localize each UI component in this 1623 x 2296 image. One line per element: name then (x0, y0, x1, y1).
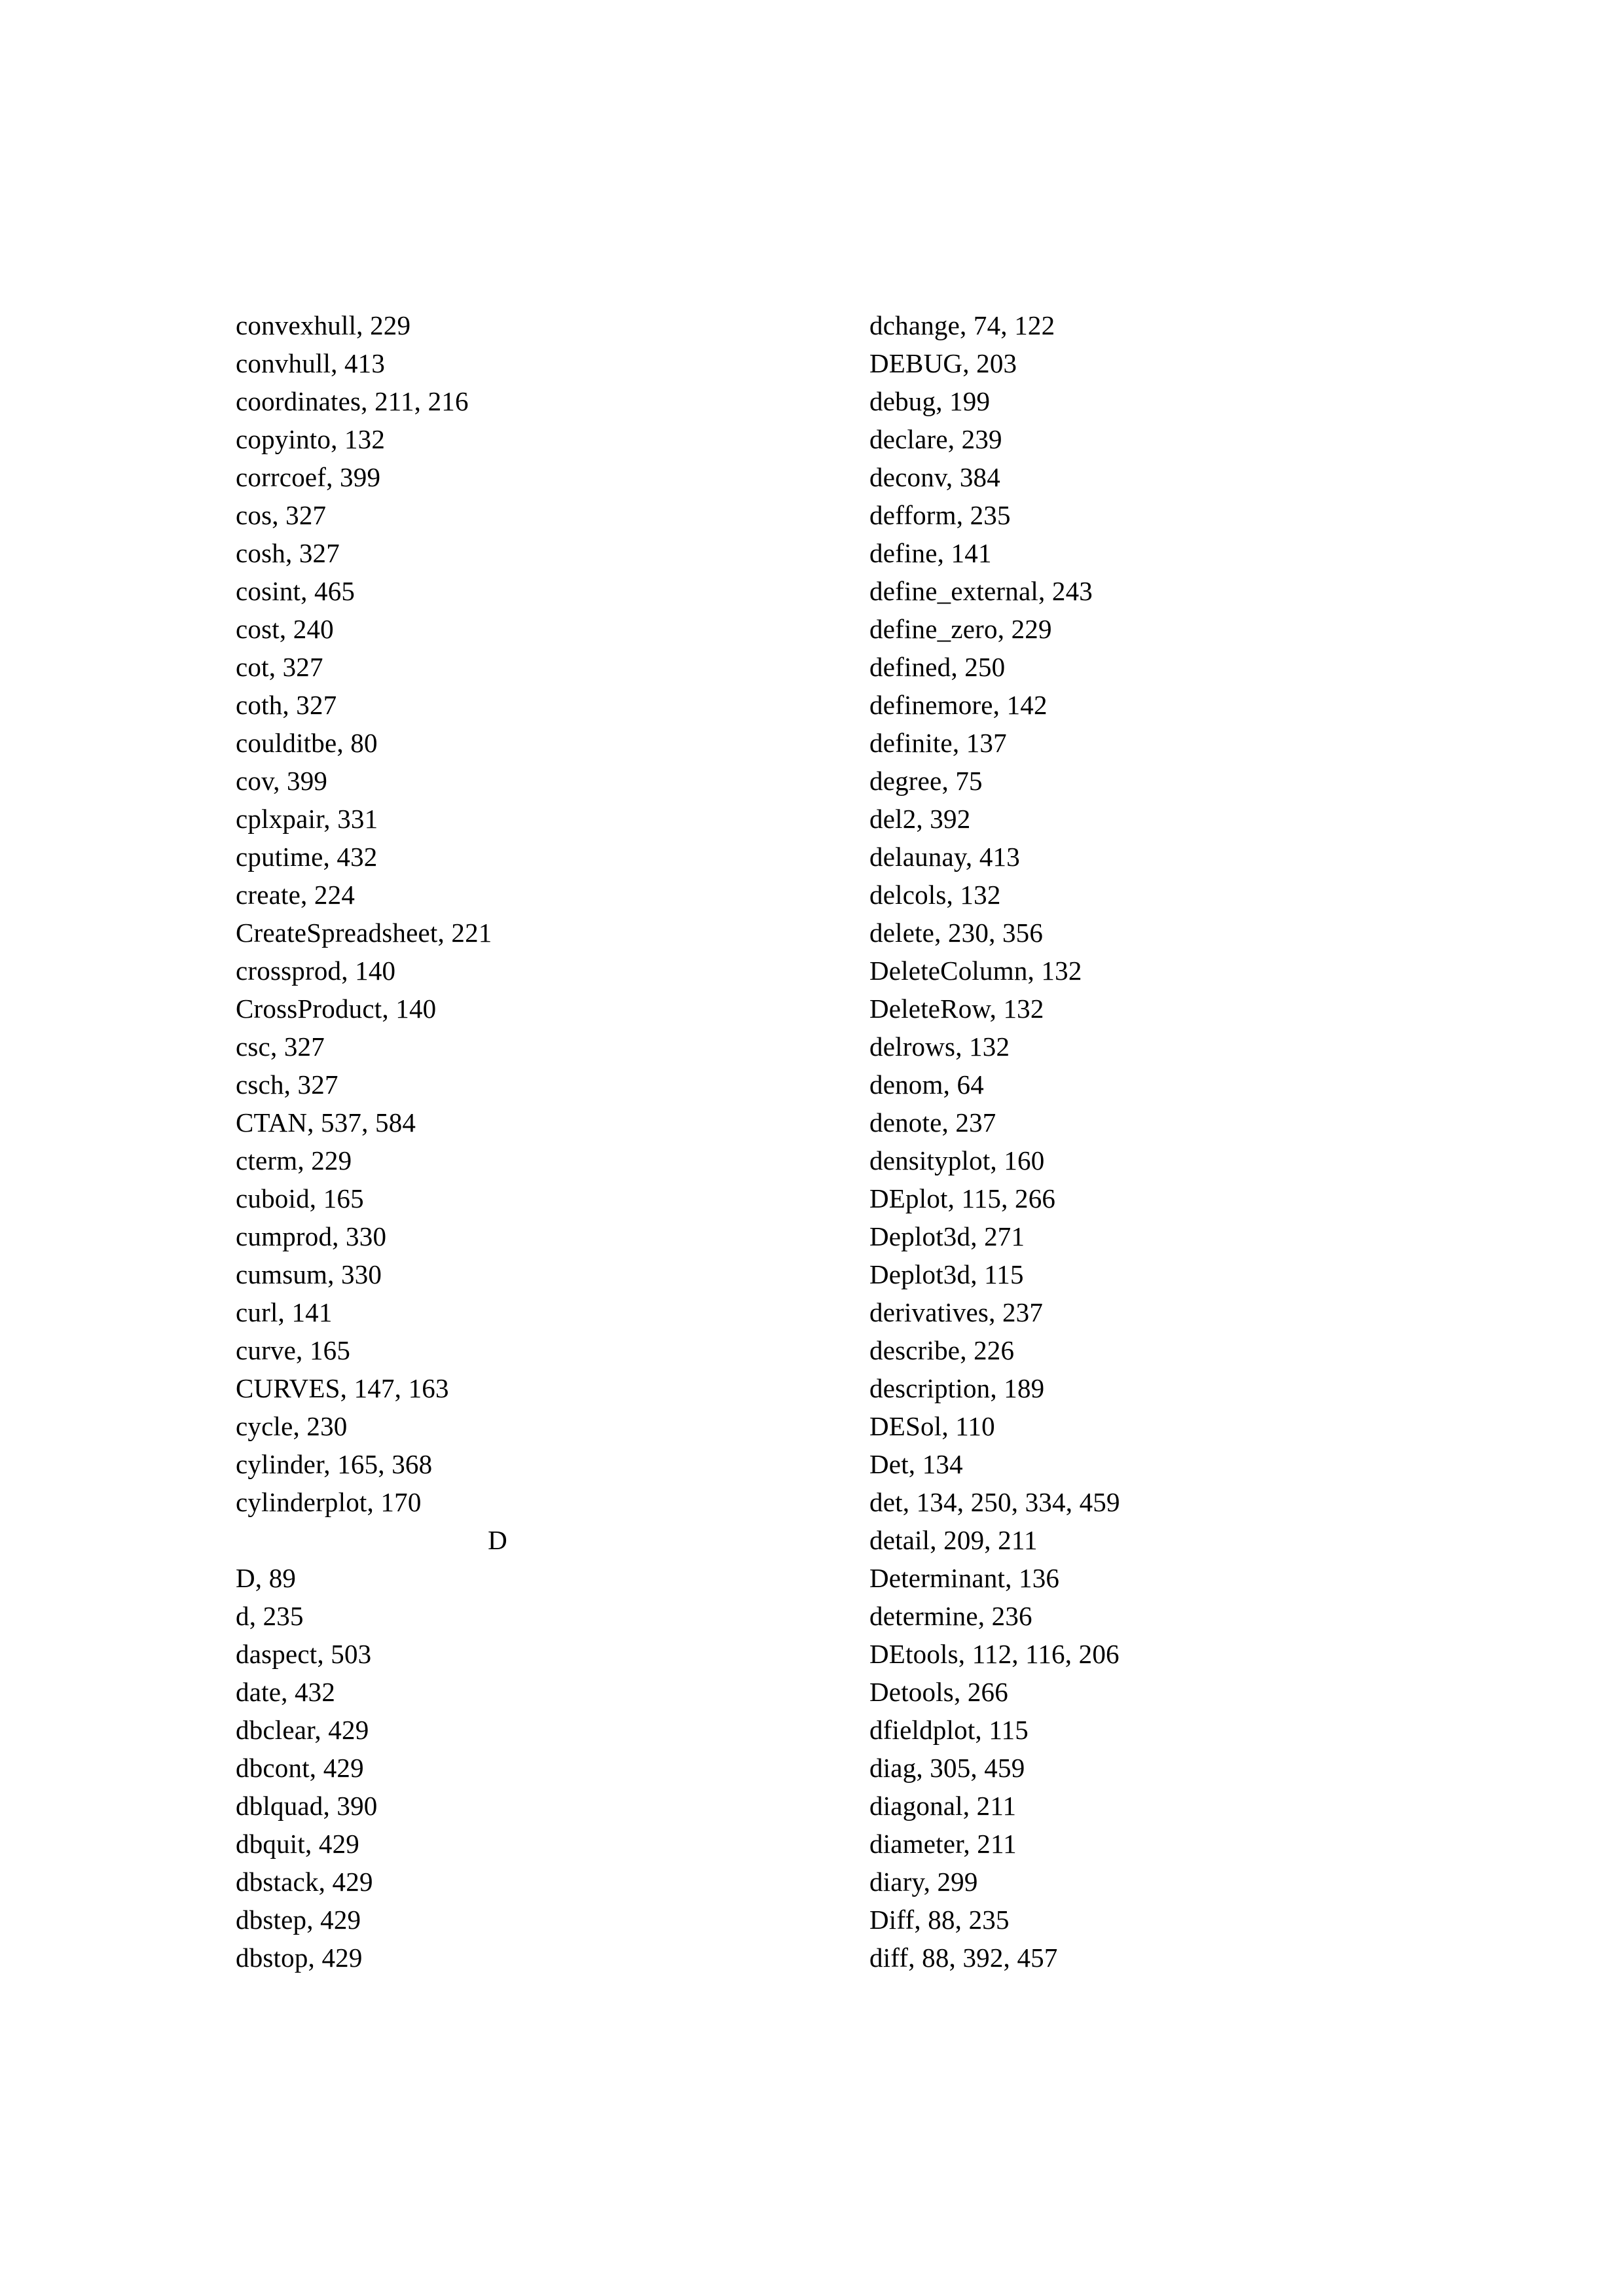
index-entry: cputime, 432 (236, 842, 378, 872)
index-entry: Determinant, 136 (869, 1563, 1060, 1593)
index-entry: delcols, 132 (869, 880, 1001, 910)
index-entry: debug, 199 (869, 386, 991, 416)
index-right-column (869, 306, 1400, 1977)
index-entry: Det, 134 (869, 1449, 963, 1479)
index-entry: CURVES, 147, 163 (236, 1373, 449, 1403)
index-entry: define_external, 243 (869, 576, 1093, 606)
index-entry: deconv, 384 (869, 462, 1000, 492)
index-entry: coordinates, 211, 216 (236, 386, 469, 416)
index-entry: Deplot3d, 271 (869, 1221, 1025, 1251)
index-entry: defform, 235 (869, 500, 1011, 530)
index-entry: corrcoef, 399 (236, 462, 381, 492)
index-entry: delrows, 132 (869, 1031, 1010, 1062)
index-entry: del2, 392 (869, 804, 971, 834)
index-entry: definite, 137 (869, 728, 1007, 758)
index-entry: coth, 327 (236, 690, 337, 720)
index-entry: cplxpair, 331 (236, 804, 378, 834)
index-entry: DEBUG, 203 (869, 348, 1017, 378)
index-entry: derivatives, 237 (869, 1297, 1044, 1327)
index-entry: degree, 75 (869, 766, 983, 796)
index-entry: Deplot3d, 115 (869, 1259, 1024, 1289)
index-entry: delaunay, 413 (869, 842, 1020, 872)
index-entry: curve, 165 (236, 1335, 351, 1365)
index-entry: describe, 226 (869, 1335, 1015, 1365)
index-entry: cov, 399 (236, 766, 328, 796)
index-entry: dblquad, 390 (236, 1791, 378, 1821)
index-entry: coulditbe, 80 (236, 728, 378, 758)
index-entry: Detools, 266 (869, 1677, 1008, 1707)
index-entry: dfieldplot, 115 (869, 1715, 1029, 1745)
index-entry: create, 224 (236, 880, 356, 910)
index-entry: dbcont, 429 (236, 1753, 364, 1783)
index-entry: DEplot, 115, 266 (869, 1183, 1056, 1213)
index-entry: cot, 327 (236, 652, 323, 682)
index-entry: csch, 327 (236, 1069, 338, 1100)
index-entry: cumprod, 330 (236, 1221, 387, 1251)
index-entry: csc, 327 (236, 1031, 325, 1062)
index-entry: cterm, 229 (236, 1145, 352, 1175)
index-entry: daspect, 503 (236, 1639, 372, 1669)
index-entry: dchange, 74, 122 (869, 310, 1055, 340)
index-entry: dbstop, 429 (236, 1943, 363, 1973)
index-entry: diameter, 211 (869, 1829, 1017, 1859)
index-entry: cosint, 465 (236, 576, 356, 606)
index-entry: dbstack, 429 (236, 1867, 373, 1897)
index-entry: diagonal, 211 (869, 1791, 1017, 1821)
index-entry: Diff, 88, 235 (869, 1905, 1010, 1935)
index-entry: d, 235 (236, 1601, 304, 1631)
index-entry: convexhull, 229 (236, 310, 411, 340)
section-heading-d: D (488, 1525, 507, 1555)
index-entry: cumsum, 330 (236, 1259, 382, 1289)
index-entry: cost, 240 (236, 614, 334, 644)
index-entry: dbclear, 429 (236, 1715, 369, 1745)
index-entry: cycle, 230 (236, 1411, 348, 1441)
index-entry: cuboid, 165 (236, 1183, 364, 1213)
index-entry: dbquit, 429 (236, 1829, 359, 1859)
index-entries-c (236, 306, 766, 1521)
index-entry: dbstep, 429 (236, 1905, 361, 1935)
index-entries-d (236, 1559, 766, 1977)
index-entry: DeleteRow, 132 (869, 994, 1044, 1024)
index-entry: declare, 239 (869, 424, 1002, 454)
index-entry: det, 134, 250, 334, 459 (869, 1487, 1120, 1517)
index-entry: denote, 237 (869, 1107, 996, 1138)
index-entry: defined, 250 (869, 652, 1006, 682)
index-entry: determine, 236 (869, 1601, 1032, 1631)
index-entry: cylinder, 165, 368 (236, 1449, 433, 1479)
index-entry: DeleteColumn, 132 (869, 956, 1082, 986)
index-entry: diff, 88, 392, 457 (869, 1943, 1058, 1973)
index-entry: CTAN, 537, 584 (236, 1107, 416, 1138)
index-entry: cylinderplot, 170 (236, 1487, 422, 1517)
index-entry: date, 432 (236, 1677, 336, 1707)
index-entry: densityplot, 160 (869, 1145, 1045, 1175)
index-entry: crossprod, 140 (236, 956, 396, 986)
index-entry: define, 141 (869, 538, 992, 568)
index-entry: diary, 299 (869, 1867, 978, 1897)
index-entry: CreateSpreadsheet, 221 (236, 918, 492, 948)
index-entry: DEtools, 112, 116, 206 (869, 1639, 1120, 1669)
index-entry: diag, 305, 459 (869, 1753, 1025, 1783)
index-entry: define_zero, 229 (869, 614, 1052, 644)
index-entry: delete, 230, 356 (869, 918, 1044, 948)
index-entry: D, 89 (236, 1563, 297, 1593)
index-entry: DESol, 110 (869, 1411, 995, 1441)
index-entry: description, 189 (869, 1373, 1045, 1403)
index-entry: copyinto, 132 (236, 424, 386, 454)
index-entry: CrossProduct, 140 (236, 994, 437, 1024)
index-entry: denom, 64 (869, 1069, 984, 1100)
index-entry: curl, 141 (236, 1297, 333, 1327)
index-entry: convhull, 413 (236, 348, 386, 378)
index-entries-d-continued (869, 306, 1400, 1977)
index-left-column (236, 306, 766, 1977)
index-entry: definemore, 142 (869, 690, 1048, 720)
index-entry: cosh, 327 (236, 538, 340, 568)
index-entry: cos, 327 (236, 500, 327, 530)
index-entry: detail, 209, 211 (869, 1525, 1038, 1555)
